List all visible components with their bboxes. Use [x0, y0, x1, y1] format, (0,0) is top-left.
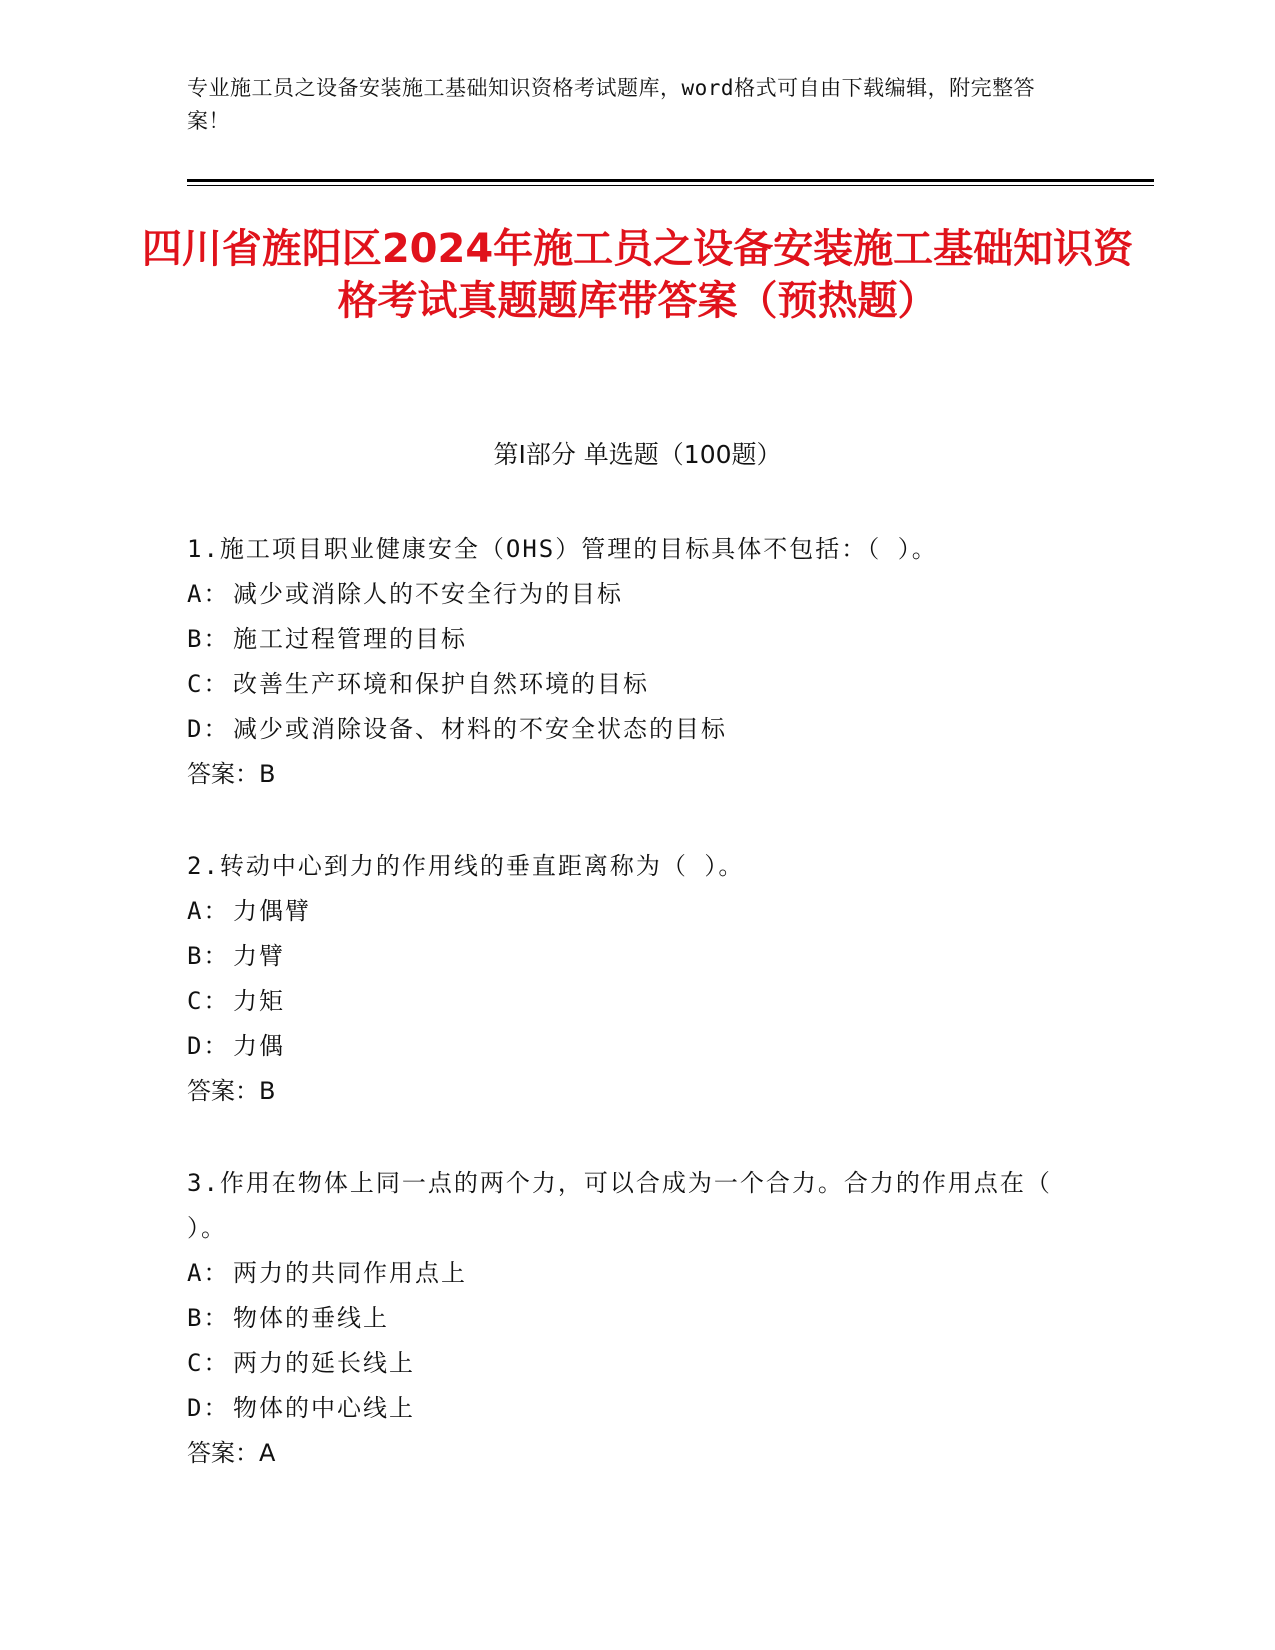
header-rule-thick	[187, 179, 1154, 182]
option-text: 改善生产环境和保护自然环境的目标	[233, 670, 649, 698]
header-note: 专业施工员之设备安装施工基础知识资格考试题库，word格式可自由下载编辑，附完整答案！	[187, 76, 1036, 133]
question-option-d	[187, 707, 1067, 752]
option-text: 力臂	[233, 942, 285, 970]
question-option-b	[187, 1296, 1067, 1341]
option-text: 力偶臂	[233, 897, 311, 925]
question-option-b	[187, 934, 1067, 979]
question-answer: 答案：B	[187, 760, 276, 788]
header-rule-thin	[187, 185, 1154, 186]
option-letter: A：	[187, 580, 230, 608]
option-text: 两力的共同作用点上	[233, 1259, 467, 1287]
question-stem: 2.转动中心到力的作用线的垂直距离称为（ ）。	[187, 852, 745, 880]
option-text: 力矩	[233, 987, 285, 1015]
question-option-c	[187, 979, 1067, 1024]
option-letter: B：	[187, 1304, 230, 1332]
option-text: 两力的延长线上	[233, 1349, 415, 1377]
question-stem: 3.作用在物体上同一点的两个力，可以合成为一个合力。合力的作用点在（ ）。	[187, 1169, 1052, 1242]
option-letter: A：	[187, 1259, 230, 1287]
question-option-c	[187, 1341, 1067, 1386]
option-letter: A：	[187, 897, 230, 925]
question-answer: 答案：B	[187, 1077, 276, 1105]
question-option-b	[187, 617, 1067, 662]
question-option-a	[187, 572, 1067, 617]
question-option-a	[187, 1251, 1067, 1296]
option-text: 力偶	[233, 1032, 285, 1060]
question-option-c	[187, 662, 1067, 707]
option-letter: D：	[187, 1394, 230, 1422]
option-letter: C：	[187, 987, 230, 1015]
option-text: 减少或消除人的不安全行为的目标	[233, 580, 623, 608]
question-option-a	[187, 889, 1067, 934]
section-heading: 第Ⅰ部分 单选题（100题）	[493, 440, 782, 469]
document-title: 四川省旌阳区2024年施工员之设备安装施工基础知识资格考试真题题库带答案（预热题）	[141, 226, 1134, 324]
question-answer: 答案：A	[187, 1439, 276, 1467]
question-option-d	[187, 1386, 1067, 1431]
option-letter: D：	[187, 1032, 230, 1060]
question-option-d	[187, 1024, 1067, 1069]
option-letter: D：	[187, 715, 230, 743]
question-stem: 1.施工项目职业健康安全（OHS）管理的目标具体不包括：（ ）。	[187, 535, 938, 563]
question-list	[187, 527, 1067, 1523]
option-letter: C：	[187, 1349, 230, 1377]
option-letter: C：	[187, 670, 230, 698]
option-text: 物体的垂线上	[233, 1304, 389, 1332]
question-item	[187, 1161, 1067, 1476]
option-letter: B：	[187, 942, 230, 970]
option-text: 减少或消除设备、材料的不安全状态的目标	[233, 715, 727, 743]
question-item	[187, 844, 1067, 1114]
option-letter: B：	[187, 625, 230, 653]
question-item	[187, 527, 1067, 797]
option-text: 施工过程管理的目标	[233, 625, 467, 653]
option-text: 物体的中心线上	[233, 1394, 415, 1422]
